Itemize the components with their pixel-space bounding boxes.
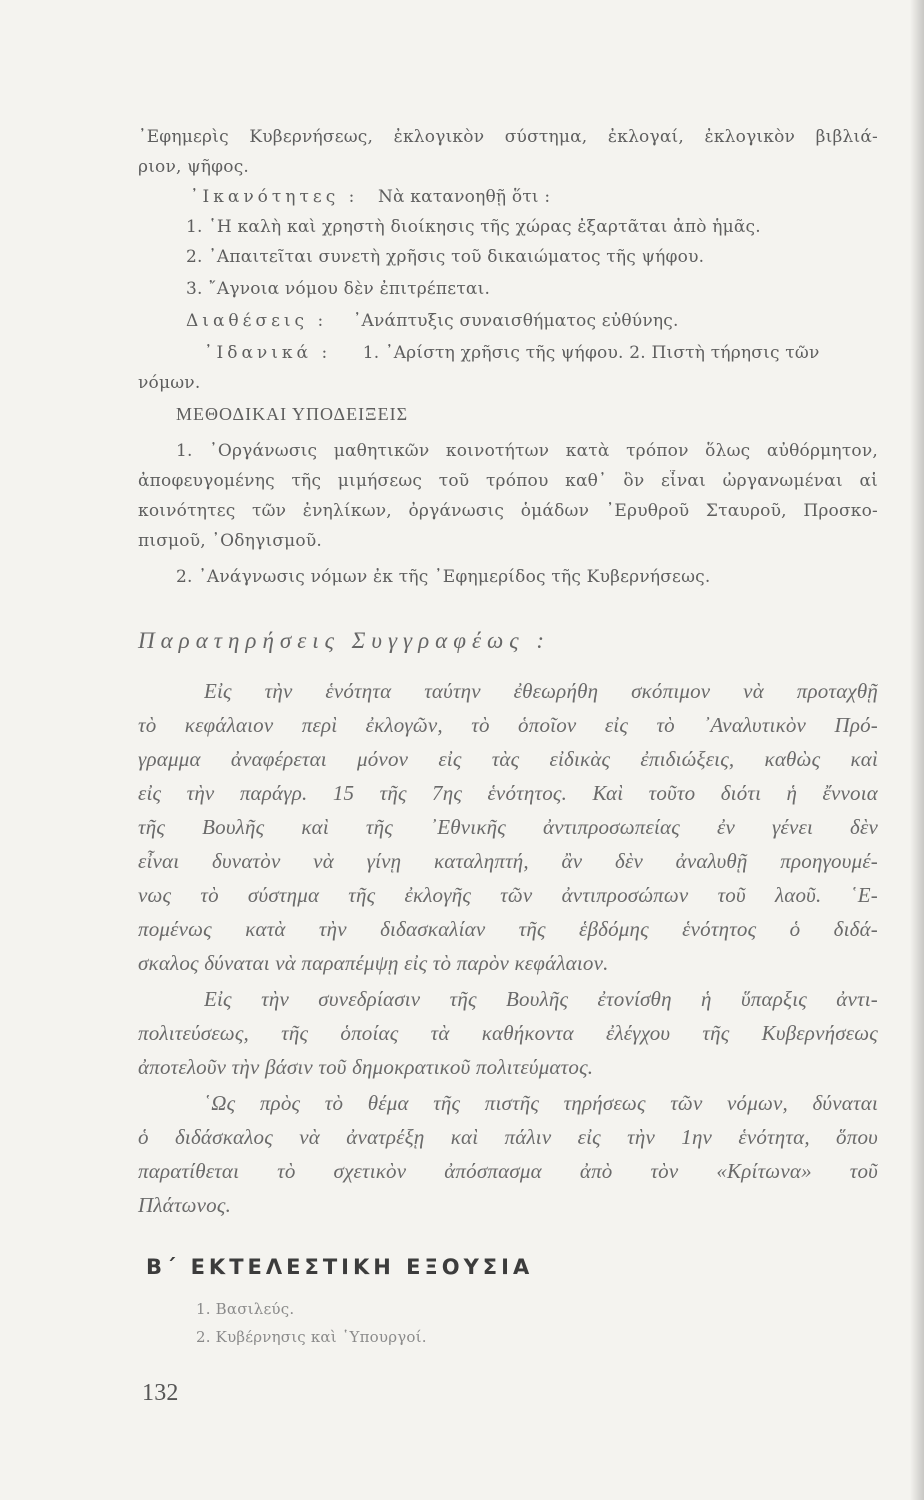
- remarks-line-15: παρατίθεται τὸ σχετικὸν ἀπόσπασμα ἀπὸ τὸν «Κρίτωνα» τοῦ: [138, 1160, 878, 1183]
- abilities-lead: Νὰ κατανοηθῇ ὅτι :: [377, 187, 551, 207]
- remarks-line-12: ἀποτελοῦν τὴν βάσιν τοῦ δημοκρατικοῦ πολιτεύματος.: [138, 1055, 594, 1079]
- dispositions-label: Διαθέσεις :: [186, 311, 328, 331]
- section-b-title: Β΄ ΕΚΤΕΛΕΣΤΙΚΗ ΕΞΟΥΣΙΑ: [146, 1255, 534, 1279]
- remarks-line-2: τὸ κεφάλαιον περὶ ἐκλογῶν, τὸ ὁποῖον εἰς τὸ ᾿Αναλυτικὸν Πρό-: [138, 714, 878, 737]
- methods-item-2: 2. ᾿Ανάγνωσις νόμων ἐκ τῆς ᾿Εφημερίδος τῆς Κυβερνήσεως.: [176, 567, 711, 587]
- ideals-continuation: νόμων.: [138, 373, 201, 393]
- dispositions-row: [186, 310, 679, 332]
- section-b-item-2: 2. Κυβέρνησις καὶ ῾Υπουργοί.: [196, 1328, 427, 1346]
- remarks-line-10: Εἰς τὴν συνεδρίασιν τῆς Βουλῆς ἐτονίσθη ἡ ὕπαρξις ἀντι-: [204, 988, 878, 1011]
- intro-line-2: ριον, ψῆφος.: [138, 157, 250, 177]
- remarks-line-16: Πλάτωνος.: [138, 1193, 232, 1217]
- page-edge-shadow: [910, 0, 924, 1500]
- dispositions-text: ᾿Ανάπτυξις συναισθήματος εὐθύνης.: [352, 311, 679, 331]
- ideals-text: 1. ᾿Αρίστη χρῆσις τῆς ψήφου. 2. Πιστὴ τήρησις τῶν: [362, 343, 820, 363]
- intro-line-1: ᾿Εφημερὶς Κυβερνήσεως, ἐκλογικὸν σύστημα, ἐκλογαί, ἐκλογικὸν βιβλιά-: [138, 127, 878, 147]
- abilities-row: [190, 186, 550, 208]
- remarks-line-7: νως τὸ σύστημα τῆς ἐκλογῆς τῶν ἀντιπροσώπων τοῦ λαοῦ. ῾Ε-: [138, 884, 878, 907]
- abilities-item-2: 2. ᾿Απαιτεῖται συνετὴ χρῆσις τοῦ δικαιώματος τῆς ψήφου.: [186, 247, 705, 267]
- remarks-line-1: Εἰς τὴν ἑνότητα ταύτην ἐθεωρήθη σκόπιμον νὰ προταχθῇ: [204, 680, 878, 703]
- remarks-line-13: ῾Ως πρὸς τὸ θέμα τῆς πιστῆς τηρήσεως τῶν νόμων, δύναται: [204, 1092, 878, 1115]
- methods-item-1-line-4: πισμοῦ, ᾿Οδηγισμοῦ.: [138, 531, 322, 551]
- remarks-line-5: τῆς Βουλῆς καὶ τῆς ᾿Εθνικῆς ἀντιπροσωπείας ἐν γένει δὲν: [138, 816, 878, 839]
- remarks-line-3: γραμμα ἀναφέρεται μόνον εἰς τὰς εἰδικὰς ἐπιδιώξεις, καθὼς καὶ: [138, 748, 878, 771]
- methods-item-1-line-1: 1. ᾿Οργάνωσις μαθητικῶν κοινοτήτων κατὰ τρόπον ὅλως αὐθόρμητον,: [176, 441, 878, 461]
- remarks-line-6: εἶναι δυνατὸν νὰ γίνῃ καταληπτή, ἂν δὲν ἀναλυθῇ προηγουμέ-: [138, 850, 878, 873]
- page-number: 132: [142, 1380, 179, 1406]
- abilities-item-1: 1. ῾Η καλὴ καὶ χρηστὴ διοίκησις τῆς χώρας ἐξαρτᾶται ἀπὸ ἡμᾶς.: [186, 217, 761, 237]
- remarks-line-11: πολιτεύσεως, τῆς ὁποίας τὰ καθήκοντα ἐλέγχου τῆς Κυβερνήσεως: [138, 1022, 878, 1045]
- abilities-item-3: 3. ῎Αγνοια νόμου δὲν ἐπιτρέπεται.: [186, 279, 491, 299]
- ideals-label: ᾿Ιδανικά :: [204, 343, 332, 363]
- remarks-line-8: πομένως κατὰ τὴν διδασκαλίαν τῆς ἑβδόμης ἑνότητος ὁ διδά-: [138, 918, 878, 941]
- remarks-line-9: σκαλος δύναται νὰ παραπέμψῃ εἰς τὸ παρὸν κεφάλαιον.: [138, 951, 609, 975]
- methods-item-1-line-3: κοινότητες τῶν ἐνηλίκων, ὀργάνωσις ὁμάδων ᾿Ερυθροῦ Σταυροῦ, Προσκο-: [138, 501, 878, 521]
- methods-item-1-line-2: ἀποφευγομένης τῆς μιμήσεως τοῦ τρόπου καθ᾿ ὃν εἶναι ὠργανωμέναι αἱ: [138, 471, 878, 491]
- section-b-item-1: 1. Βασιλεύς.: [196, 1300, 295, 1318]
- remarks-line-4: εἰς τὴν παράγρ. 15 τῆς 7ης ἑνότητος. Καὶ τοῦτο διότι ἡ ἔννοια: [138, 782, 878, 805]
- methods-heading: ΜΕΘΟΔΙΚΑΙ ΥΠΟΔΕΙΞΕΙΣ: [176, 404, 409, 424]
- remarks-line-14: ὁ διδάσκαλος νὰ ἀνατρέξῃ καὶ πάλιν εἰς τὴν 1ην ἑνότητα, ὅπου: [138, 1126, 878, 1149]
- remarks-heading: Παρατηρήσεις Συγγραφέως :: [138, 628, 550, 653]
- ideals-row: [204, 342, 820, 364]
- abilities-label: ᾿Ικανότητες :: [190, 187, 359, 207]
